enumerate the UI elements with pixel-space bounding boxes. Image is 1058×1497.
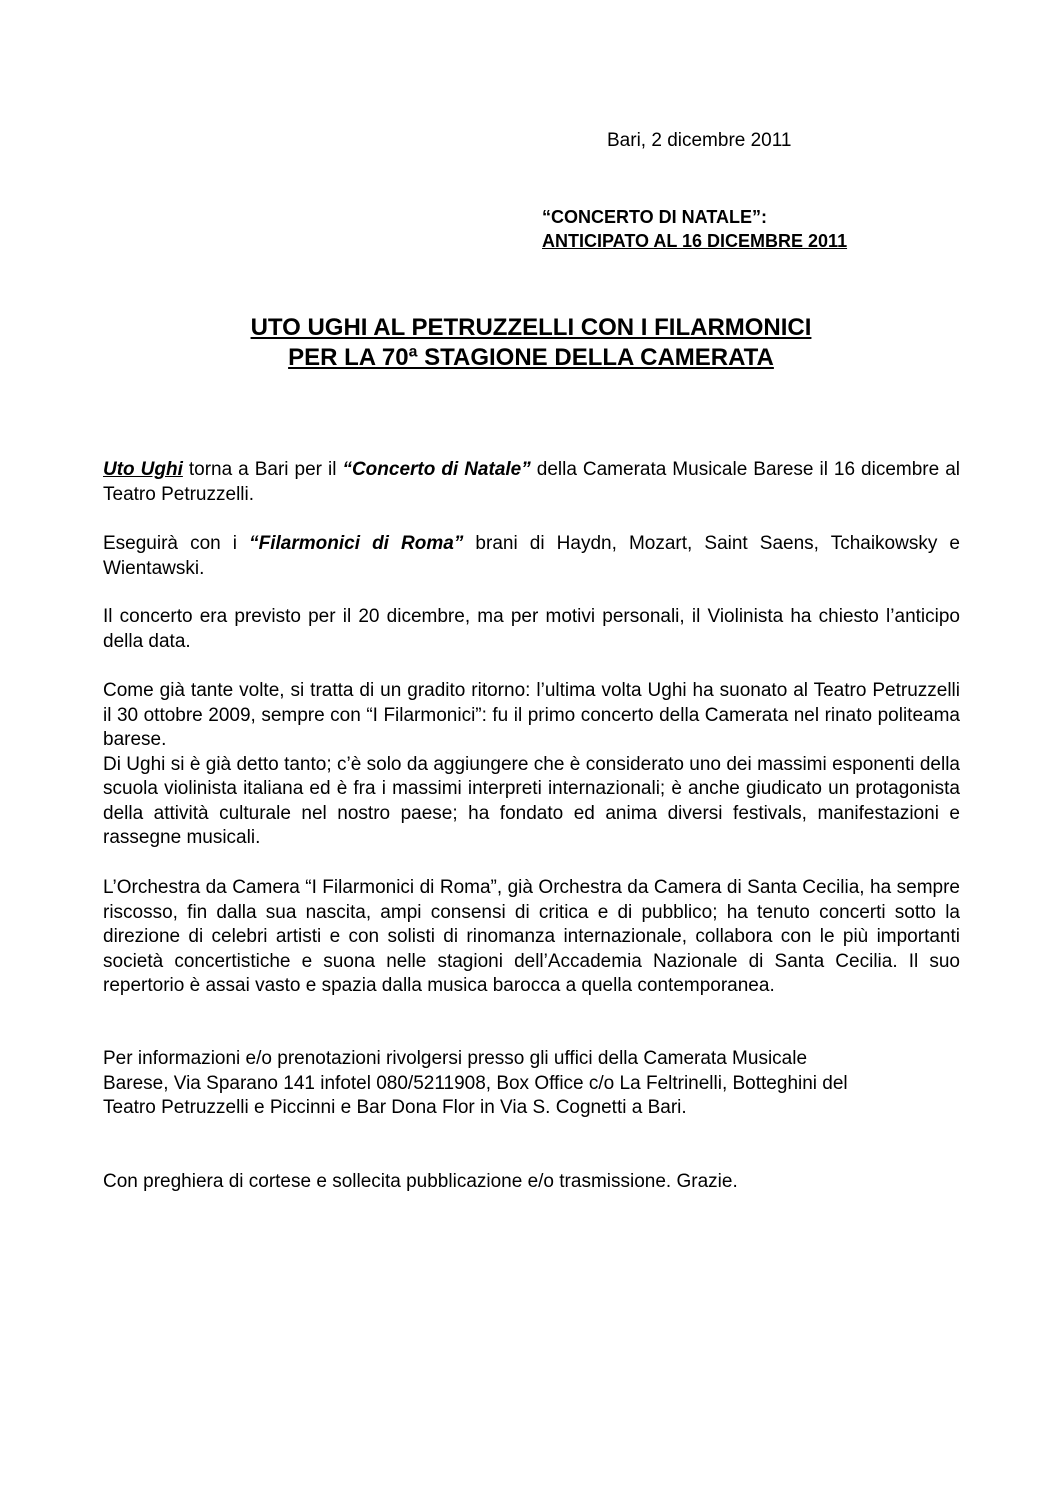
paragraph-program bbox=[103, 532, 960, 581]
ensemble-name: “Filarmonici di Roma” bbox=[249, 533, 464, 554]
intro-text-b: della Camerata Musicale Barese il 16 dicembre al Teatro Petruzzelli. bbox=[103, 459, 960, 505]
artist-bio-text: Di Ughi si è già detto tanto; c’è solo da aggiungere che è considerato uno dei massimi esponenti della scuola violinista italiana ed è fra i massimi interpreti internazionali; è anche giudicato un protagonista della attività culturale nel nostro paese; ha fondato ed anima diversi festivals, manifestazioni e rassegne musicali. bbox=[103, 753, 960, 848]
info-line-3: Teatro Petruzzelli e Piccinni e Bar Dona Flor in Via S. Cognetti a Bari. bbox=[103, 1097, 687, 1118]
subtitle-line-1: “CONCERTO DI NATALE”: bbox=[542, 207, 767, 227]
paragraph-date-change bbox=[103, 605, 960, 654]
closing-line: Con preghiera di cortese e sollecita pubblicazione e/o trasmissione. Grazie. bbox=[103, 1171, 738, 1192]
title-line-2: PER LA 70ª STAGIONE DELLA CAMERATA bbox=[288, 344, 774, 371]
document-date: Bari, 2 dicembre 2011 bbox=[607, 130, 792, 151]
info-line-1: Per informazioni e/o prenotazioni rivolgersi presso gli uffici della Camerata Musicale bbox=[103, 1048, 808, 1069]
paragraph-history bbox=[103, 679, 960, 851]
info-line-2: Barese, Via Sparano 141 infotel 080/5211908, Box Office c/o La Feltrinelli, Botteghini del bbox=[103, 1072, 848, 1094]
orchestra-text: L’Orchestra da Camera “I Filarmonici di Roma”, già Orchestra da Camera di Santa Cecilia, ha sempre riscosso, fin dalla sua nascita, ampi consensi di critica e di pubblico; ha tenuto concerti sotto la direzione di celebri artisti e con solisti di rinomanza internazionale, collabora con le più importanti società concertistiche e suona nelle stagioni dell’Accademia Nazionale di Santa Cecilia. Il suo repertorio è assai vasto e spazia dalla musica barocca a quella contemporanea. bbox=[103, 877, 960, 996]
paragraph-orchestra bbox=[103, 876, 960, 999]
title-line-1: UTO UGHI AL PETRUZZELLI CON I FILARMONICI bbox=[250, 314, 812, 341]
date-change-text: Il concerto era previsto per il 20 dicembre, ma per motivi personali, il Violinista ha chiesto l’anticipo della data. bbox=[103, 606, 960, 652]
history-text: Come già tante volte, si tratta di un gradito ritorno: l’ultima volta Ughi ha suonato al Teatro Petruzzelli il 30 ottobre 2009, sempre con “I Filarmonici”: fu il primo concerto della Camerata nel rinato politeama barese. bbox=[103, 680, 960, 750]
program-text-b: brani di Haydn, Mozart, Saint Saens, Tchaikowsky e Wientawski. bbox=[103, 533, 960, 579]
paragraph-info bbox=[103, 1047, 960, 1121]
document-title bbox=[0, 313, 1058, 373]
document-subtitle bbox=[542, 205, 847, 253]
program-text-a: Eseguirà con i bbox=[103, 533, 250, 554]
subtitle-line-2: ANTICIPATO AL 16 DICEMBRE 2011 bbox=[542, 231, 848, 251]
event-name: “Concerto di Natale” bbox=[342, 459, 531, 480]
paragraph-intro bbox=[103, 458, 960, 507]
artist-name: Uto Ughi bbox=[103, 459, 183, 480]
intro-text-a: torna a Bari per il bbox=[182, 459, 343, 480]
